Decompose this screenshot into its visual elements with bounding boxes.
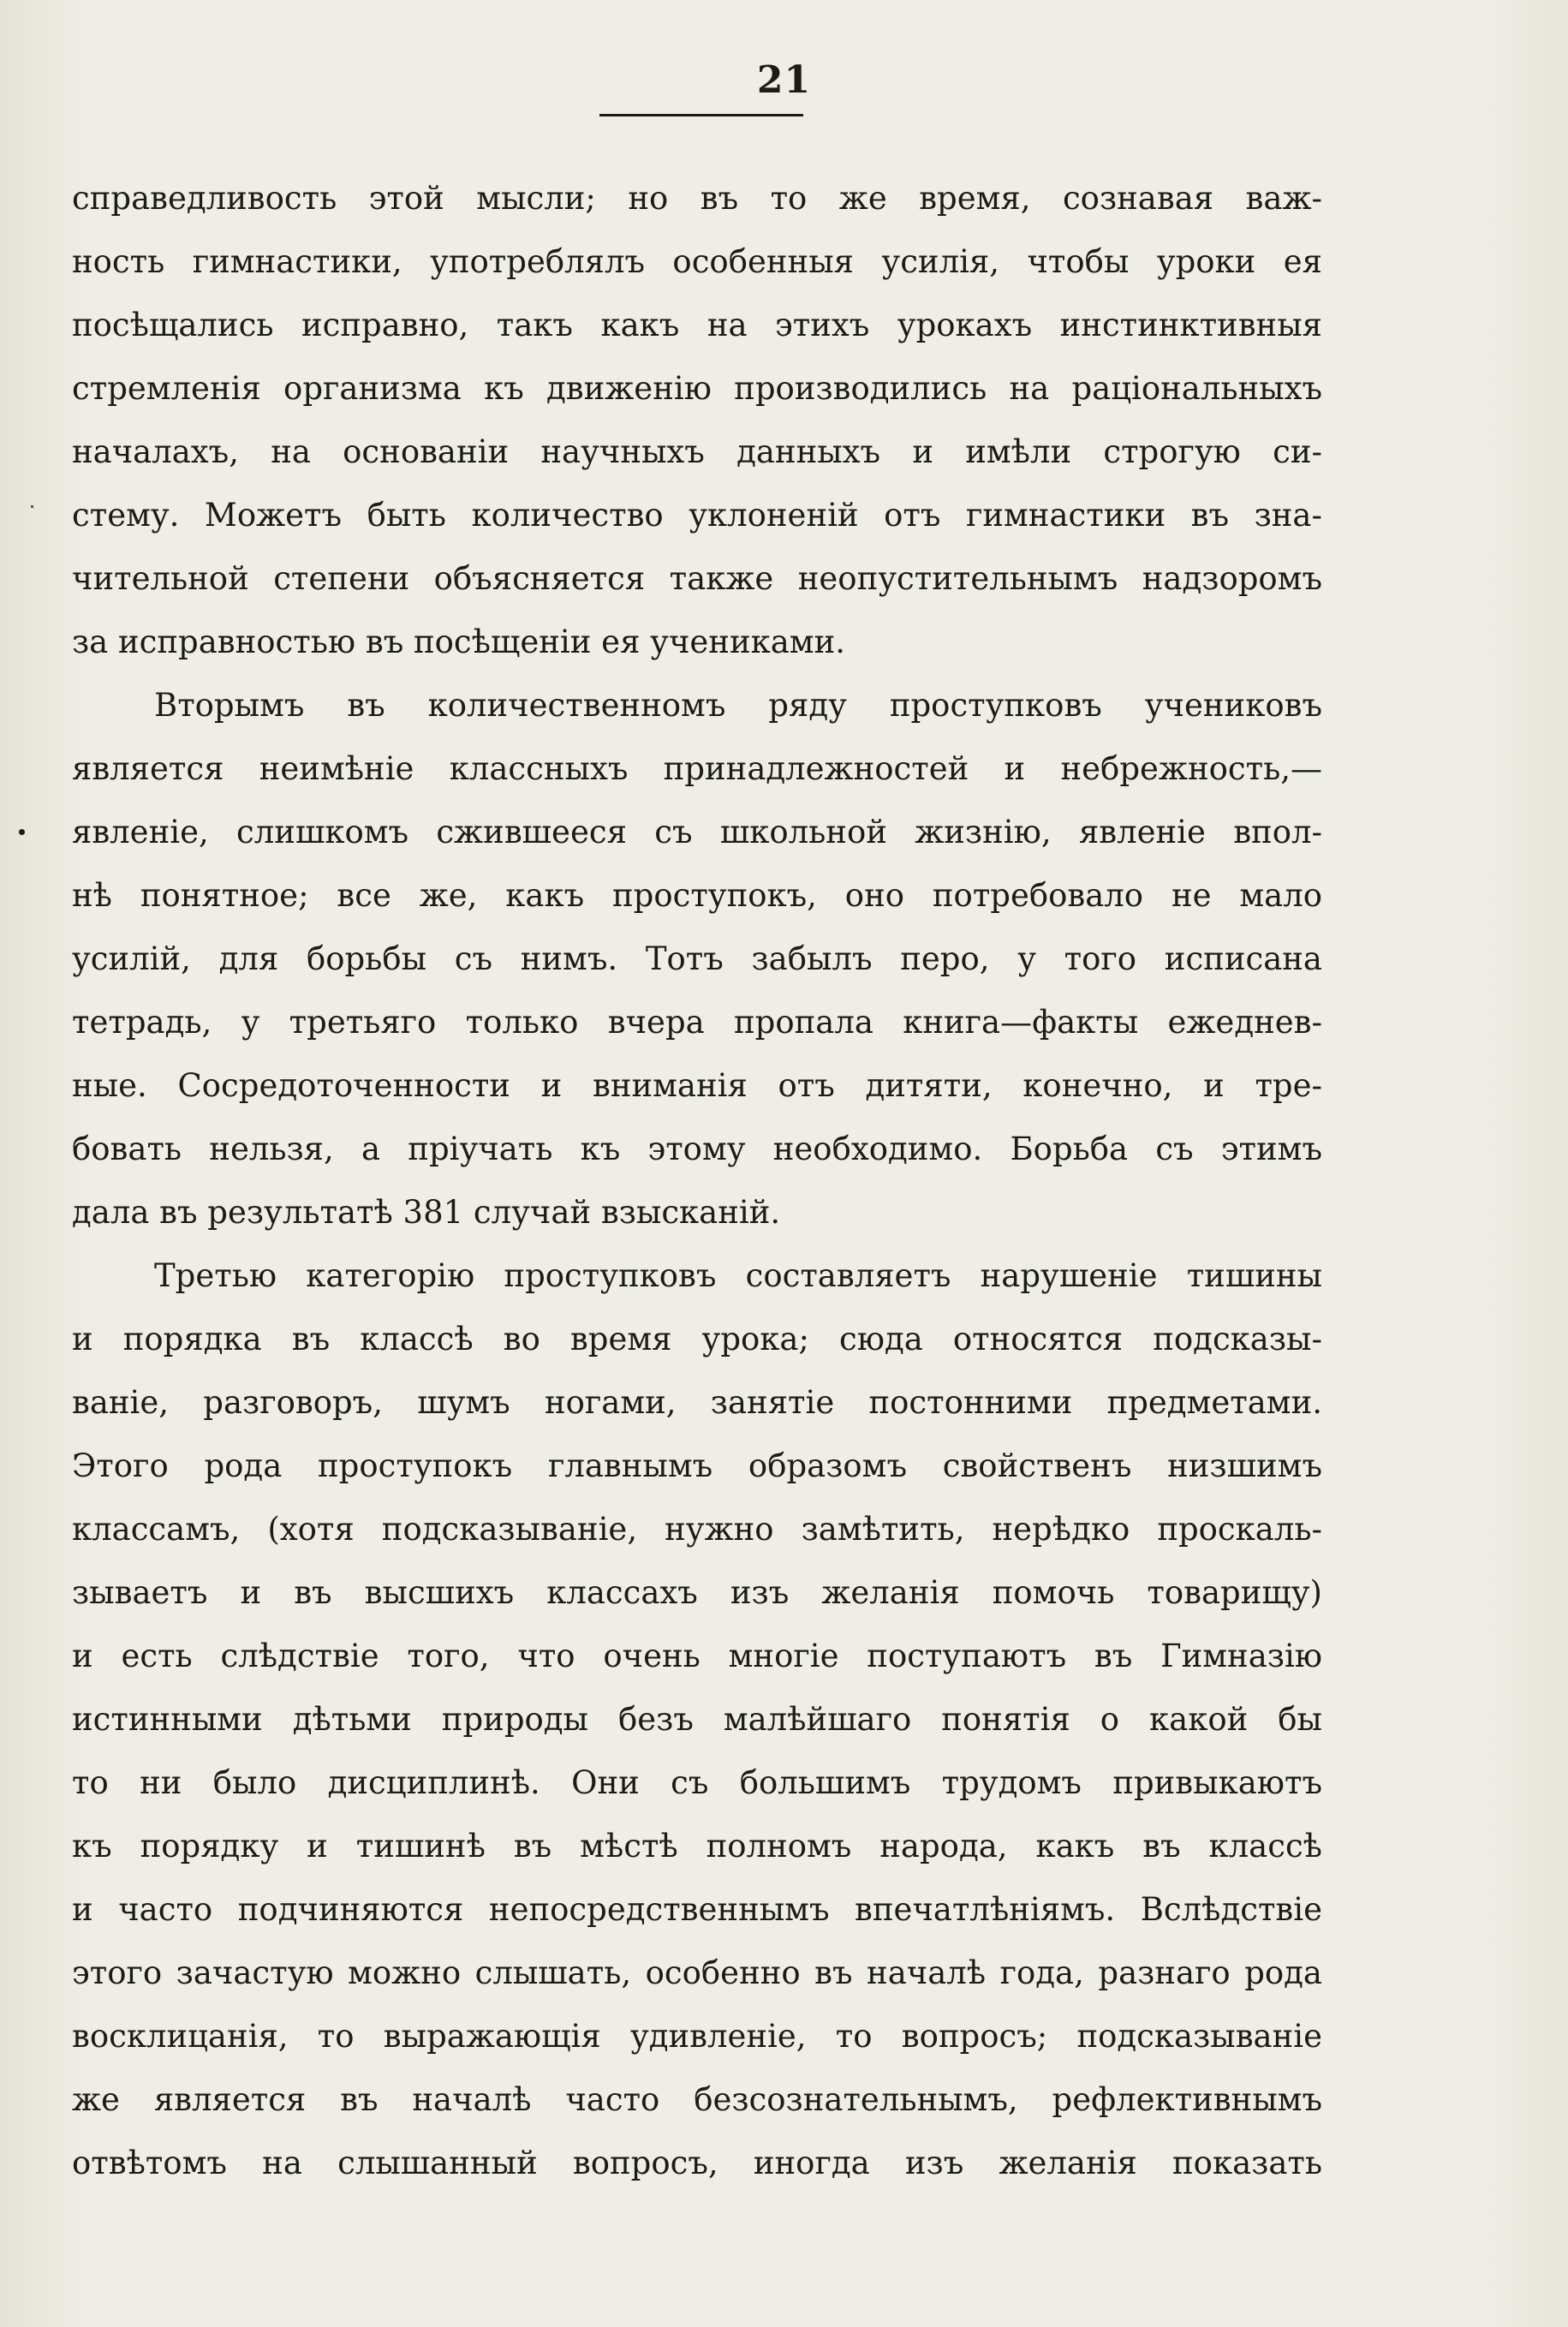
text-line: является неимѣніе классныхъ принадлежностей и небрежность,— <box>72 750 1322 787</box>
text-line: и порядка въ классѣ во время урока; сюда относятся подсказы- <box>72 1321 1322 1357</box>
text-line: нѣ понятное; все же, какъ проступокъ, оно потребовало не мало <box>72 877 1322 914</box>
text-line: ные. Сосредоточенности и вниманія отъ дитяти, конечно, и тре- <box>72 1067 1322 1104</box>
text-line: за исправностью въ посѣщеніи ея учениками. <box>72 624 846 660</box>
text-line: къ порядку и тишинѣ въ мѣстѣ полномъ народа, какъ въ классѣ <box>72 1828 1322 1865</box>
text-line: бовать нельзя, а пріучать къ этому необходимо. Борьба съ этимъ <box>72 1131 1322 1167</box>
text-line: стремленія организма къ движенію производились на раціональныхъ <box>72 370 1322 407</box>
text-line: чительной степени объясняется также неопустительнымъ надзоромъ <box>72 560 1322 597</box>
header-rule <box>599 114 803 116</box>
text-line: стему. Можетъ быть количество уклоненій отъ гимнастики въ зна- <box>72 497 1322 534</box>
text-line: отвѣтомъ на слышанный вопросъ, иногда изъ желанія показать <box>72 2145 1322 2181</box>
text-line: этого зачастую можно слышать, особенно въ началѣ года, разнаго рода <box>72 1954 1322 1991</box>
text-line: дала въ результатѣ 381 случай взысканій. <box>72 1194 781 1231</box>
page-number: 21 <box>756 58 812 102</box>
text-line: усилій, для борьбы съ нимъ. Тотъ забылъ перо, у того исписана <box>72 940 1322 977</box>
text-line: явленіе, слишкомъ сжившееся съ школьной жизнію, явленіе впол- <box>72 814 1322 850</box>
margin-dot <box>19 829 25 835</box>
text-line: началахъ, на основаніи научныхъ данныхъ и имѣли строгую си- <box>72 433 1322 470</box>
margin-mark <box>31 505 33 508</box>
text-line: зываетъ и въ высшихъ классахъ изъ желанія помочь товарищу) <box>72 1574 1322 1611</box>
text-line: Вторымъ въ количественномъ ряду проступковъ учениковъ <box>154 687 1322 724</box>
text-line: Этого рода проступокъ главнымъ образомъ свойственъ низшимъ <box>72 1447 1322 1484</box>
text-line: тетрадь, у третьяго только вчера пропала книга—факты ежеднев- <box>72 1004 1322 1041</box>
text-line: Третью категорію проступковъ составляетъ нарушеніе тишины <box>154 1257 1322 1294</box>
text-line: истинными дѣтьми природы безъ малѣйшаго понятія о какой бы <box>72 1701 1322 1738</box>
text-line: же является въ началѣ часто безсознательнымъ, рефлективнымъ <box>72 2081 1322 2118</box>
text-line: то ни было дисциплинѣ. Они съ большимъ трудомъ привыкаютъ <box>72 1764 1322 1801</box>
text-line: ность гимнастики, употреблялъ особенныя усилія, чтобы уроки ея <box>72 243 1322 280</box>
text-line: и есть слѣдствіе того, что очень многіе поступаютъ въ Гимназію <box>72 1638 1322 1674</box>
text-line: посѣщались исправно, такъ какъ на этихъ урокахъ инстинктивныя <box>72 307 1322 343</box>
body-text <box>72 167 1322 2195</box>
text-line: и часто подчиняются непосредственнымъ впечатлѣніямъ. Вслѣдствіе <box>72 1891 1322 1928</box>
text-line: классамъ, (хотя подсказываніе, нужно замѣтить, нерѣдко проскаль- <box>72 1511 1322 1548</box>
text-line: восклицанія, то выражающія удивленіе, то вопросъ; подсказываніе <box>72 2018 1322 2055</box>
text-line: ваніе, разговоръ, шумъ ногами, занятіе постонними предметами. <box>72 1384 1322 1421</box>
text-line: справедливость этой мысли; но въ то же время, сознавая важ- <box>72 180 1322 217</box>
